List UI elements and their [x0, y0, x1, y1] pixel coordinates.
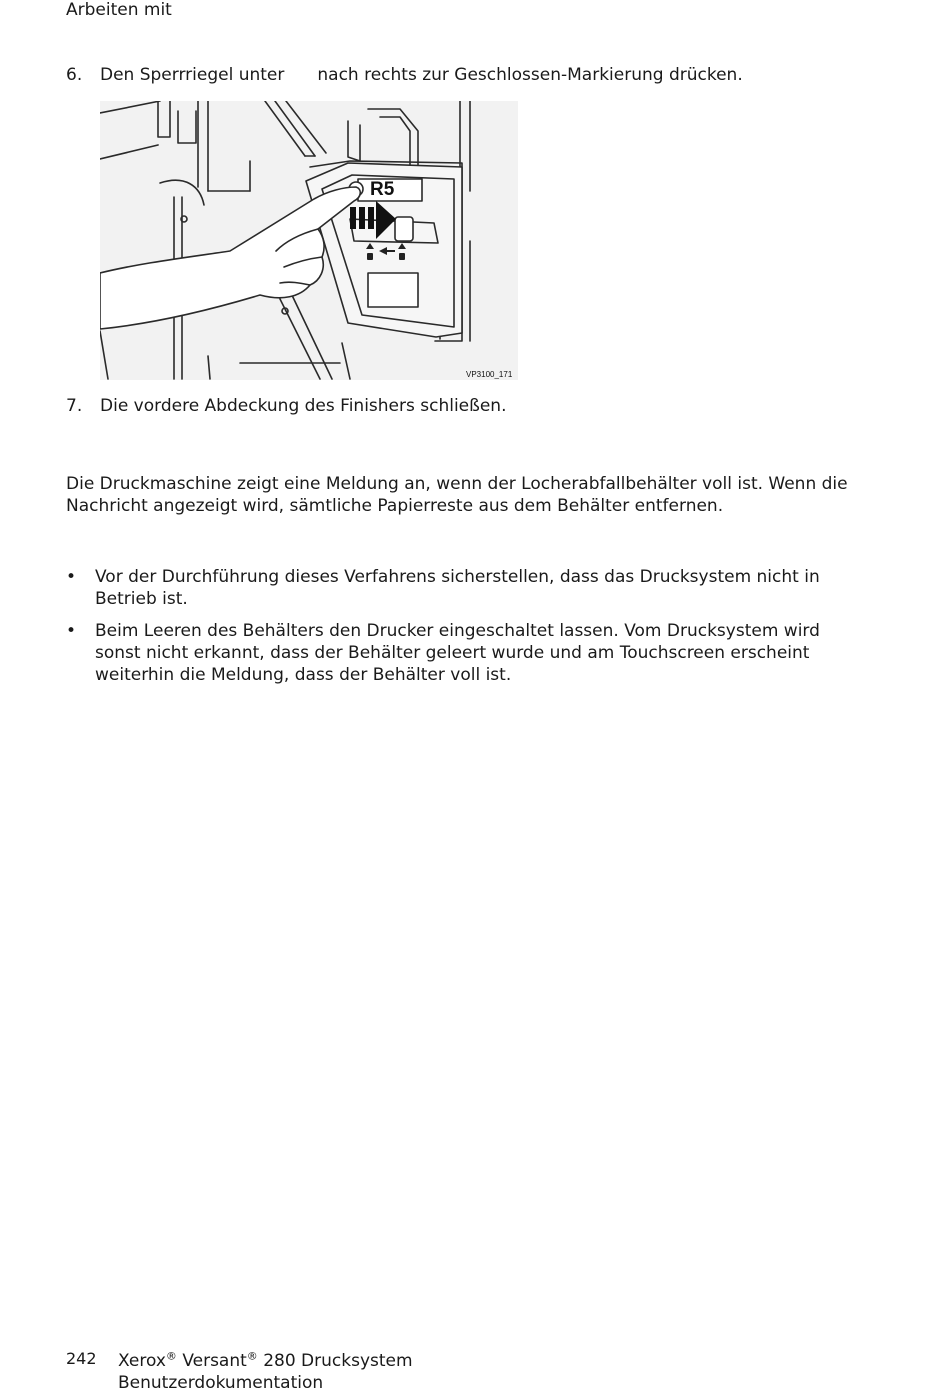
step-number: 6.	[66, 65, 83, 85]
latch-illustration	[100, 101, 518, 380]
bullet-marker: •	[66, 621, 77, 641]
hole-punch-paragraph: Die Druckmaschine zeigt eine Meldung an, wenn der Locherabfallbehälter voll ist. Wenn die Nachricht angezeigt wird, sämtliche Papierreste aus dem Behälter entfernen.	[66, 474, 848, 516]
list-item	[66, 566, 866, 610]
step-text	[100, 64, 743, 86]
step-number: 7.	[66, 396, 83, 416]
footer-title	[118, 1350, 413, 1394]
step-text-after: nach rechts zur Geschlossen-Markierung drücken.	[317, 65, 743, 85]
page-number: 242	[66, 1349, 97, 1368]
panel-label: R5	[370, 179, 395, 200]
bullet-marker: •	[66, 567, 77, 587]
step-text-before: Den Sperrriegel unter	[100, 65, 285, 85]
running-header: Arbeiten mit	[66, 0, 172, 20]
list-item-text: Vor der Durchführung dieses Verfahrens sicherstellen, dass das Drucksystem nicht in Betrieb ist.	[95, 567, 820, 609]
model-name: 280 Drucksystem	[263, 1351, 413, 1371]
list-item	[66, 620, 866, 686]
product-name: Versant	[182, 1351, 247, 1371]
product-line	[118, 1350, 413, 1372]
step-text: Die vordere Abdeckung des Finishers schließen.	[100, 396, 507, 416]
figure-code: VP3100_171	[466, 370, 513, 379]
list-item-text: Beim Leeren des Behälters den Drucker eingeschaltet lassen. Vom Drucksystem wird sonst nicht erkannt, dass der Behälter geleert wurde und am Touchscreen erscheint weiterhin die Meldung, dass der Behälter voll ist.	[95, 621, 820, 685]
doc-title: Benutzerdokumentation	[118, 1373, 324, 1393]
registered-mark: ®	[246, 1349, 258, 1363]
brand-name: Xerox	[118, 1351, 166, 1371]
note-list	[66, 566, 866, 696]
registered-mark: ®	[165, 1349, 177, 1363]
